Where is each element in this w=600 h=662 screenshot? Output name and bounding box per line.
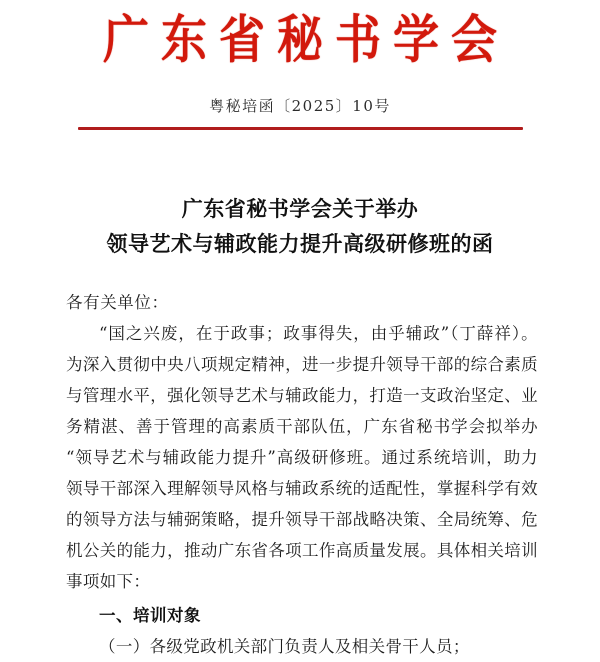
- document-title-line-1: 广东省秘书学会关于举办: [181, 196, 419, 221]
- list-item: （一）各级党政机关部门负责人及相关骨干人员；: [99, 637, 470, 656]
- section-heading-training-audience: 一、培训对象: [99, 606, 201, 625]
- letterhead-organization-name: 广东省秘书学会: [103, 9, 509, 70]
- document-serial-number: 粤秘培函〔2025〕10号: [209, 97, 391, 115]
- document-body: [0, 287, 600, 662]
- salutation: 各有关单位：: [66, 293, 169, 312]
- letterhead: [0, 0, 600, 74]
- red-divider-line: [78, 127, 523, 130]
- body-paragraph: “国之兴废，在于政事；政事得失，由乎辅政”（丁薛祥）。为深入贯彻中央八项规定精神，进一步提升领导干部的综合素质与管理水平，强化领导艺术与辅政能力，打造一支政治坚定、业务精湛、善于管理的高素质干部队伍，广东省秘书学会拟举办“领导艺术与辅政能力提升”高级研修班。通过系统培训，助力领导干部深入理解领导风格与辅政系统的适配性，掌握科学有效的领导方法与辅弼策略，提升领导干部战略决策、全局统筹、危机公关的能力，推动广东省各项工作高质量发展。具体相关培训事项如下：: [66, 324, 538, 591]
- document-title-line-2: 领导艺术与辅政能力提升高级研修班的函: [106, 231, 494, 256]
- letterhead-divider: [0, 127, 600, 137]
- document-number-row: [0, 94, 600, 120]
- document-title: [0, 191, 600, 261]
